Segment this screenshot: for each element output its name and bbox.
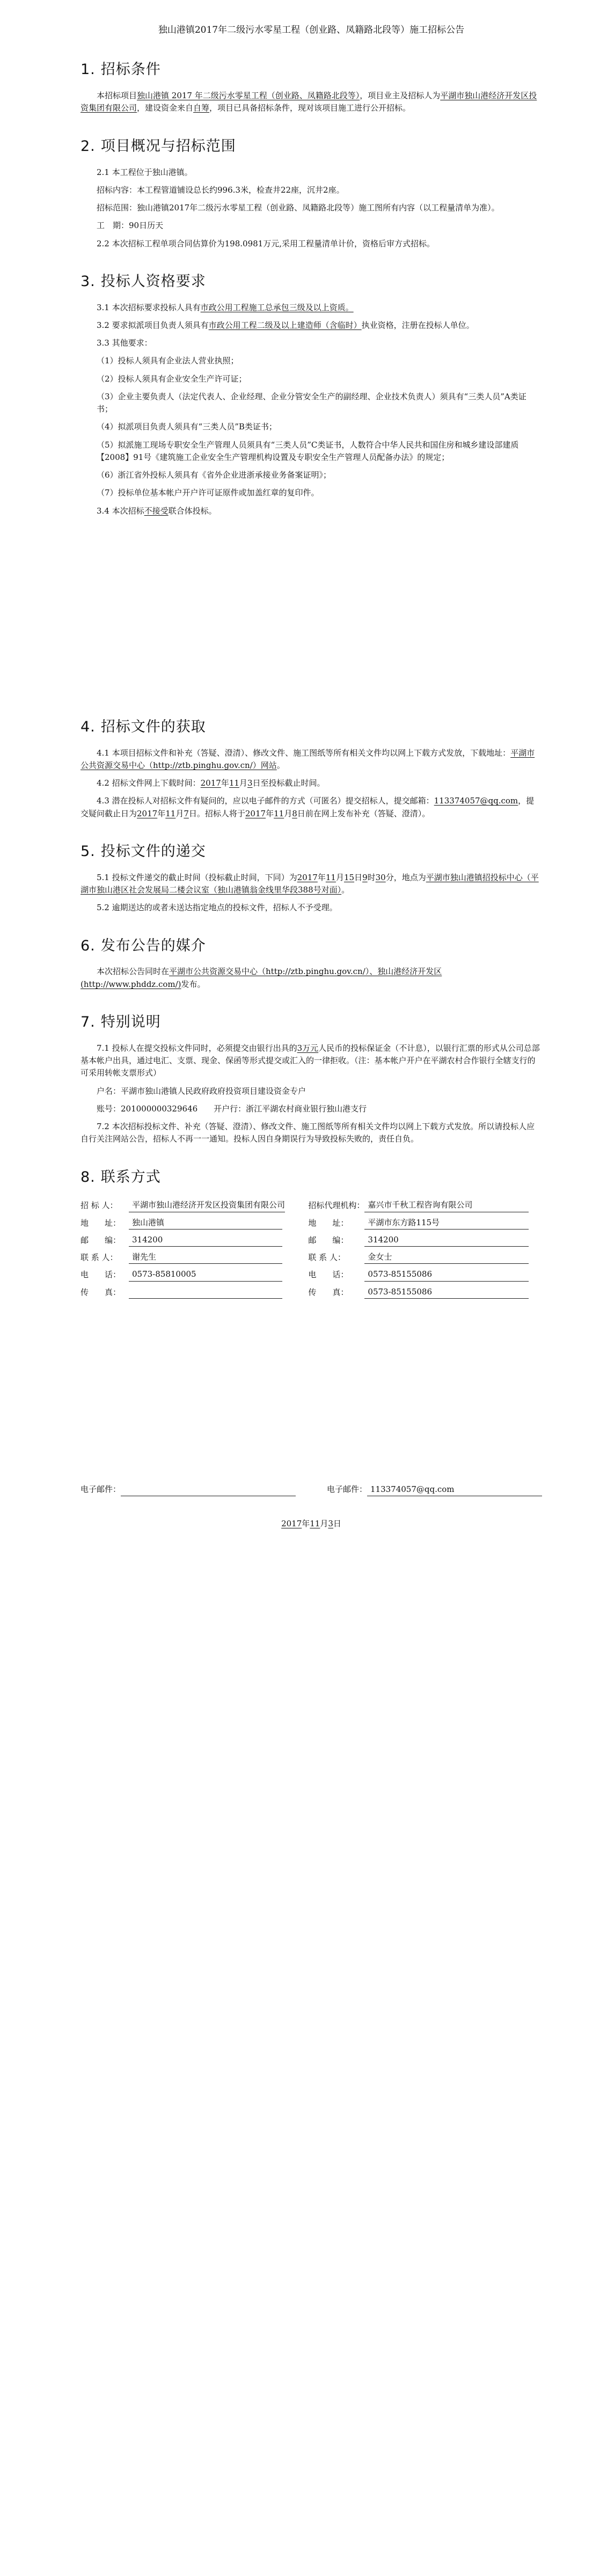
section-heading-8: 8. 联系方式	[81, 1168, 161, 1185]
section-heading-3: 3. 投标人资格要求	[81, 273, 206, 290]
email-label: 电子邮件：	[326, 1484, 367, 1494]
contact-row: 邮 编： 314200 邮 编： 314200	[81, 1232, 542, 1249]
section-heading-7: 7. 特别说明	[81, 1013, 161, 1030]
section-heading-1: 1. 招标条件	[81, 61, 161, 78]
section-heading-5: 5. 投标文件的递交	[81, 843, 206, 860]
contact-row: 联 系 人： 谢先生 联 系 人： 金女士	[81, 1249, 542, 1266]
email-value: 113374057@qq.com	[367, 1483, 542, 1496]
announcement-document	[81, 19, 542, 1530]
contact-value: 314200	[364, 1234, 529, 1247]
announcement-date: 2017年11月3日	[281, 1519, 341, 1529]
late-submission-note: 5.2 逾期送达的或者未送达指定地点的投标文件，招标人不予受理。	[97, 903, 338, 913]
download-link[interactable]: 平湖市公共资源交易中心（http://ztb.pinghu.gov.cn/）网站	[81, 748, 535, 770]
contact-value: 平湖市东方路115号	[364, 1217, 529, 1230]
account-name: 户名：平湖市独山港镇人民政府政府投资项目建设资金专户	[97, 1086, 306, 1096]
requirement-item: （7）投标单位基本帐户开户许可证原件或加盖红章的复印件。	[97, 488, 319, 498]
requirement-item: （5）拟派施工现场专职安全生产管理人员须具有“三类人员”C类证书，人数符合中华人民共和国住房和城乡建设部建质【2008】91号《建筑施工企业安全生产管理机构设置及专职安全生产管理人员配备办法》的规定；	[97, 440, 519, 462]
contact-row: 地 址： 独山港镇 地 址： 平湖市东方路115号	[81, 1214, 542, 1232]
download-method: 4.1 本项目招标文件和补充（答疑、澄清）、修改文件、施工图纸等所有相关文件均以网上下载方式发放，下载地址：平湖市公共资源交易中心（http://ztb.pinghu.gov.cn/）网站。	[81, 748, 535, 770]
requirement-item: （2）投标人须具有企业安全生产许可证；	[97, 374, 247, 384]
contact-value: 嘉兴市千秋工程咨询有限公司	[364, 1199, 529, 1212]
qualification-3-3: 3.3 其他要求：	[97, 338, 152, 348]
tender-scope: 招标范围：独山港镇2017年二级污水零星工程（创业路、凤籍路北段等）施工图所有内容（以工程量清单为准）。	[97, 203, 500, 213]
contact-value: 平湖市独山港经济开发区投资集团有限公司	[129, 1199, 285, 1212]
publication-media: 本次招标公告同时在平湖市公共资源交易中心（http://ztb.pinghu.gov.cn/）、独山港经济开发区(http://www.phddz.com/)发布。	[81, 967, 442, 989]
qualification-3-1: 3.1 本次招标要求投标人具有市政公用工程施工总承包三级及以上资质。	[97, 302, 354, 312]
contact-table	[81, 1197, 542, 1301]
tender-conditions-paragraph: 本招标项目独山港镇 2017 年二级污水零星工程（创业路、凤籍路北段等），项目业主及招标人为平湖市独山港经济开发区投资集团有限公司，建设资金来自自筹，项目已具备招标条件，现对该项目施工进行公开招标。	[81, 91, 537, 113]
estimated-price: 2.2 本次招标工程单项合同估算价为198.0981万元,采用工程量清单计价，资格后审方式招标。	[97, 238, 435, 248]
project-duration: 工 期：90日历天	[97, 221, 164, 231]
contact-value: 金女士	[364, 1251, 529, 1264]
email-value	[121, 1483, 296, 1496]
submission-email[interactable]: 113374057@qq.com	[434, 796, 518, 806]
document-title: 独山港镇2017年二级污水零星工程（创业路、凤籍路北段等）施工招标公告	[158, 25, 465, 35]
contact-value: 0573-85155086	[364, 1286, 529, 1299]
account-number: 账号：201000000329646 开户行：浙江平湖农村商业银行独山港支行	[97, 1103, 367, 1114]
contact-value: 独山港镇	[129, 1217, 282, 1230]
download-time: 4.2 招标文件网上下载时间：2017年11月3日至投标截止时间。	[97, 778, 325, 788]
contact-value: 0573-85810005	[129, 1268, 282, 1281]
contact-value	[129, 1286, 282, 1299]
requirement-item: （1）投标人须具有企业法人营业执照；	[97, 356, 239, 366]
section-heading-4: 4. 招标文件的获取	[81, 718, 206, 735]
download-notice: 7.2 本次招标投标文件、补充（答疑、澄清）、修改文件、施工图纸等所有相关文件均以网上下载方式发放。所以请投标人应自行关注网站公告，招标人不再一一通知。投标人因自身期误行为导致投标失败的，责任自负。	[81, 1122, 535, 1144]
qualification-3-4: 3.4 本次招标不接受联合体投标。	[97, 506, 217, 516]
email-label: 电子邮件：	[81, 1484, 121, 1494]
requirement-item: （6）浙江省外投标人须具有《省外企业进浙承接业务备案证明》；	[97, 470, 332, 480]
contact-row: 传 真： 传 真： 0573-85155086	[81, 1284, 542, 1301]
project-location: 2.1 本工程位于独山港镇。	[97, 167, 193, 177]
contact-value: 314200	[129, 1234, 282, 1247]
section-heading-6: 6. 发布公告的媒介	[81, 937, 206, 954]
question-submission: 4.3 潜在投标人对招标文件有疑问的，应以电子邮件的方式（可匿名）提交招标人，提交邮箱：113374057@qq.com，提交疑问截止日为2017年11月7日。招标人将于2017年11月8日前在网上发布补充（答疑、澄清）。	[81, 796, 535, 818]
submission-deadline: 5.1 投标文件递交的截止时间（投标截止时间，下同）为2017年11月15日9时30分，地点为平湖市独山港镇招投标中心（平湖市独山港区社会发展局二楼会议室（独山港镇翁金线里华段388号对面）。	[81, 872, 539, 895]
section-heading-2: 2. 项目概况与招标范围	[81, 137, 236, 155]
contact-value: 0573-85155086	[364, 1268, 529, 1281]
bid-bond-note: 7.1 投标人在提交投标文件同时，必须提交由银行出具的3万元人民币的投标保证金（不计息），以银行汇票的形式从公司总部基本帐户出具，通过电汇、支票、现金、保函等形式提交或汇入的一律拒收。（注：基本帐户开户在平湖农村合作银行全辖支行的可采用转帐支票形式）	[81, 1043, 540, 1078]
email-row	[81, 1483, 542, 1496]
qualification-3-2: 3.2 要求拟派项目负责人须具有市政公用工程二级及以上建造师（含临时）执业资格，注册在投标人单位。	[97, 320, 474, 330]
tender-content: 招标内容：本工程管道铺设总长约996.3米，检查井22座，沉井2座。	[97, 185, 345, 195]
publication-links[interactable]: 平湖市公共资源交易中心（http://ztb.pinghu.gov.cn/）、独山港经济开发区(http://www.phddz.com/)	[81, 967, 442, 989]
contact-row: 电 话： 0573-85810005 电 话： 0573-85155086	[81, 1266, 542, 1283]
contact-value: 谢先生	[129, 1251, 282, 1264]
contact-row: 招 标 人： 平湖市独山港经济开发区投资集团有限公司 招标代理机构： 嘉兴市千秋工程咨询有限公司	[81, 1197, 542, 1214]
requirement-item: （4）拟派项目负责人须具有“三类人员”B类证书；	[97, 422, 277, 432]
requirement-item: （3）企业主要负责人（法定代表人、企业经理、企业分管安全生产的副经理、企业技术负责人）须具有“三类人员”A类证书；	[97, 391, 526, 414]
